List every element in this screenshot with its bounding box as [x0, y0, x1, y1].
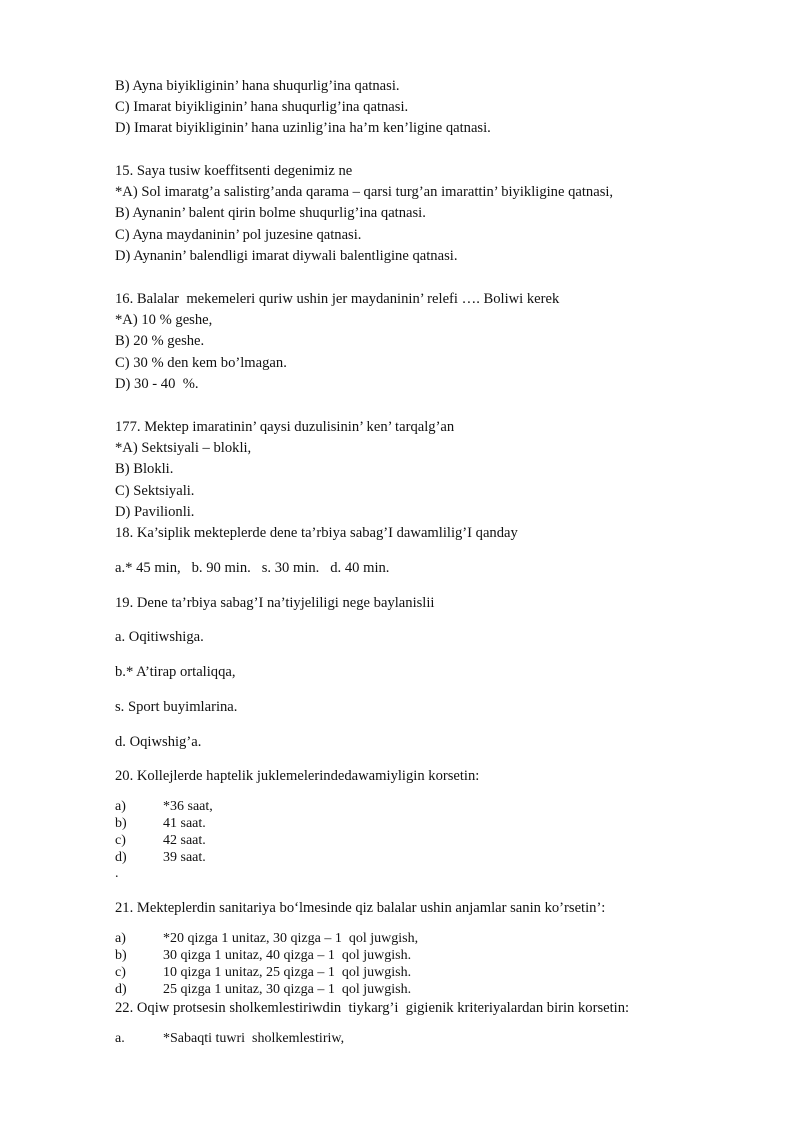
option-line: C) Sektsiyali.: [115, 483, 195, 499]
option-line: C) 30 % den kem bo’lmagan.: [115, 355, 287, 371]
option-line: C) Imarat biyikliginin’ hana shuqurlig’ina qatnasi.: [115, 99, 409, 115]
option-line: B) Aynanin’ balent qirin bolme shuqurlig’ina qatnasi.: [115, 205, 426, 221]
option-text: 42 saat.: [163, 833, 206, 848]
option-line: D) 30 - 40 %.: [115, 376, 199, 392]
question-15: 15. Saya tusiw koeffitsenti degenimiz ne: [115, 163, 353, 179]
question-22: 22. Oqiw protsesin sholkemlestiriwdin tiykarg’i gigienik kriteriyalardan birin korsetin:: [115, 1000, 630, 1016]
option-line: C) Ayna maydaninin’ pol juzesine qatnasi.: [115, 227, 362, 243]
option-label: b): [115, 816, 127, 831]
option-line: s. Sport buyimlarina.: [115, 699, 238, 715]
question-21: 21. Mekteplerdin sanitariya bo‘lmesinde qiz balalar ushin anjamlar sanin ko’rsetin’:: [115, 900, 606, 916]
question-20: 20. Kollejlerde haptelik juklemelerindedawamiyligin korsetin:: [115, 768, 480, 784]
option-label: c): [115, 965, 126, 980]
question-177: 177. Mektep imaratinin’ qaysi duzulisinin’ ken’ tarqalg’an: [115, 419, 455, 435]
option-line: B) Ayna biyikliginin’ hana shuqurlig’ina qatnasi.: [115, 78, 400, 94]
option-label: c): [115, 833, 126, 848]
option-text: 39 saat.: [163, 850, 206, 865]
option-line: b.* A’tirap ortaliqqa,: [115, 664, 236, 680]
option-label: a): [115, 931, 126, 946]
option-label: a): [115, 799, 126, 814]
option-line: B) 20 % geshe.: [115, 333, 205, 349]
option-label: b): [115, 948, 127, 963]
option-text: *Sabaqti tuwri sholkemlestiriw,: [163, 1031, 345, 1046]
option-label: d): [115, 850, 127, 865]
question-16: 16. Balalar mekemeleri quriw ushin jer maydaninin’ relefi …. Boliwi kerek: [115, 291, 560, 307]
option-line: D) Imarat biyikliginin’ hana uzinlig’ina ha’m ken’ligine qatnasi.: [115, 120, 491, 136]
option-text: 41 saat.: [163, 816, 206, 831]
option-text: 10 qizga 1 unitaz, 25 qizga – 1 qol juwgish.: [163, 965, 412, 980]
option-text: *20 qizga 1 unitaz, 30 qizga – 1 qol juwgish,: [163, 931, 419, 946]
option-line: *A) 10 % geshe,: [115, 312, 213, 328]
question-18-options: a.* 45 min, b. 90 min. s. 30 min. d. 40 min.: [115, 560, 390, 576]
question-18: 18. Ka’siplik mekteplerde dene ta’rbiya sabag’I dawamlilig’I qanday: [115, 525, 518, 541]
option-line: *A) Sektsiyali – blokli,: [115, 440, 252, 456]
option-line: d. Oqiwshig’a.: [115, 734, 202, 750]
option-line: a. Oqitiwshiga.: [115, 629, 204, 645]
option-label: a.: [115, 1031, 125, 1046]
option-line: D) Pavilionli.: [115, 504, 195, 520]
option-text: *36 saat,: [163, 799, 213, 814]
option-label: d): [115, 982, 127, 997]
question-19: 19. Dene ta’rbiya sabag’I na’tiyjeliligi nege baylanislii: [115, 595, 435, 611]
option-text: 30 qizga 1 unitaz, 40 qizga – 1 qol juwgish.: [163, 948, 412, 963]
option-line: B) Blokli.: [115, 461, 174, 477]
stray-dot: .: [115, 866, 119, 881]
option-line: D) Aynanin’ balendligi imarat diywali balentligine qatnasi.: [115, 248, 458, 264]
option-text: 25 qizga 1 unitaz, 30 qizga – 1 qol juwgish.: [163, 982, 412, 997]
option-line: *A) Sol imaratg’a salistirg’anda qarama – qarsi turg’an imarattin’ biyikligine qatnasi,: [115, 184, 614, 200]
